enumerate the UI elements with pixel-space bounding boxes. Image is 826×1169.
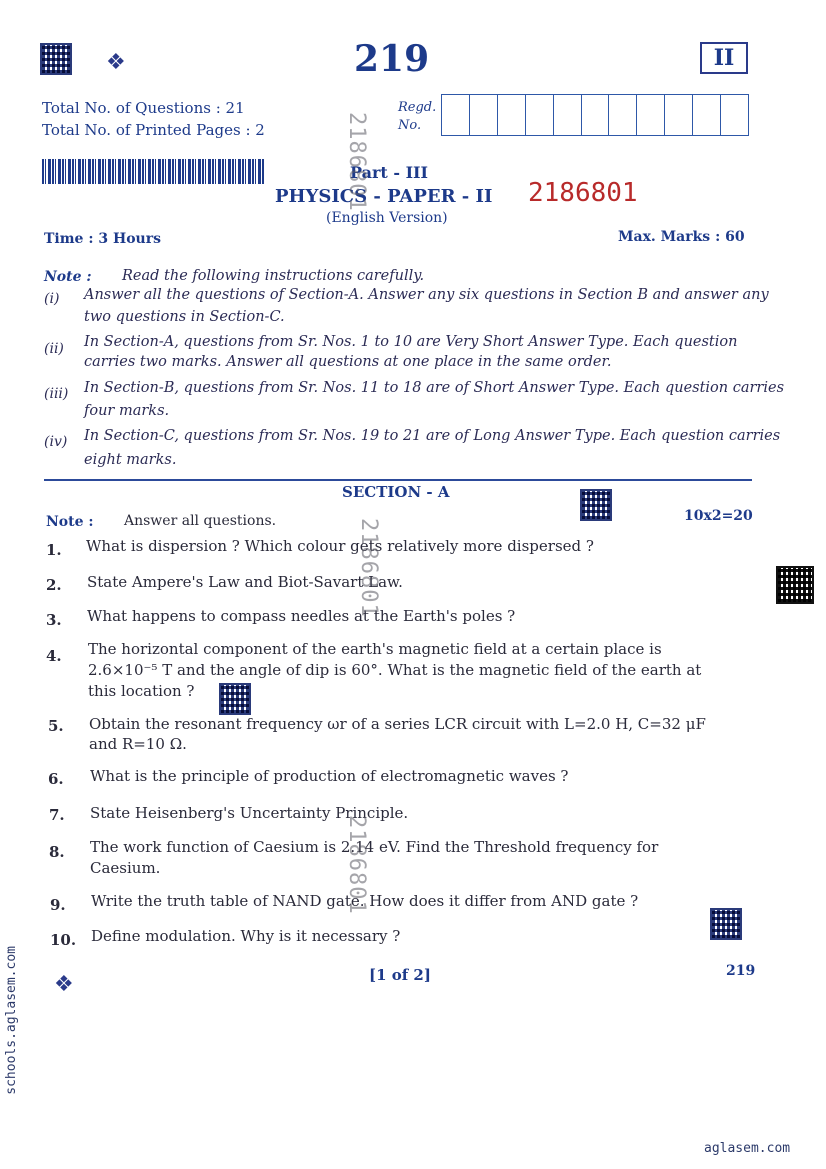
note-text: Read the following instructions carefully. [122,268,425,284]
subject-title: PHYSICS - PAPER - II [275,186,493,207]
version-label: (English Version) [326,210,448,226]
instruction-num: (iv) [44,434,68,450]
question-text: 2.6×10⁻⁵ T and the angle of dip is 60°. What is the magnetic field of the earth at [88,661,702,679]
instruction-line: four marks. [84,403,170,419]
instruction-line: In Section-C, questions from Sr. Nos. 19 to 21 are of Long Answer Type. Each question carries [84,428,781,444]
question-number: 9. [50,896,66,914]
section-marks: 10x2=20 [684,508,753,524]
regd-no-label: No. [398,118,422,133]
question-number: 3. [46,611,62,629]
instruction-line: In Section-A, questions from Sr. Nos. 1 to 10 are Very Short Answer Type. Each question [84,334,738,350]
question-number: 7. [49,806,65,824]
max-marks-label: Max. Marks : 60 [618,229,745,245]
regd-number-boxes[interactable] [441,94,749,136]
qr-code-icon [580,489,612,521]
paper-code: 219 [354,38,430,80]
serial-stamp: 2186801 [344,112,369,212]
total-pages: Total No. of Printed Pages : 2 [42,121,265,139]
question-text: this location ? [88,682,195,700]
question-text: Obtain the resonant frequency ωr of a series LCR circuit with L=2.0 H, C=32 μF [89,715,706,733]
side-watermark: schools.aglasem.com [4,946,19,1095]
instruction-line: Answer all the questions of Section-A. Answer any six questions in Section B and answer any [84,287,769,303]
question-text: State Heisenberg's Uncertainty Principle. [90,804,409,822]
question-text: The horizontal component of the earth's magnetic field at a certain place is [88,640,662,658]
question-text: The work function of Caesium is 2.14 eV. Find the Threshold frequency for [90,838,659,856]
serial-stamp: 2186801 [356,518,381,618]
total-questions: Total No. of Questions : 21 [42,99,245,117]
instruction-line: carries two marks. Answer all questions at one place in the same order. [84,354,612,370]
instruction-line: eight marks. [84,452,177,468]
instruction-num: (iii) [44,386,69,402]
serial-number: 2186801 [528,178,638,208]
time-label: Time : 3 Hours [44,231,161,247]
divider [44,479,752,481]
qr-code-icon [219,683,251,715]
serial-stamp: 2186801 [344,815,369,915]
instruction-line: In Section-B, questions from Sr. Nos. 11 to 18 are of Short Answer Type. Each question carries [84,380,785,396]
question-number: 10. [50,931,77,949]
instruction-line: two questions in Section-C. [84,309,285,325]
instruction-num: (ii) [44,341,64,357]
question-number: 1. [46,541,62,559]
question-text: What is the principle of production of electromagnetic waves ? [90,767,569,785]
question-text: Write the truth table of NAND gate. How does it differ from AND gate ? [91,892,639,910]
qr-code-icon [40,43,72,75]
diamond-ornament-icon: ❖ [106,50,126,75]
part-label: Part - III [350,163,429,182]
question-text: and R=10 Ω. [89,735,187,753]
question-number: 8. [49,843,65,861]
diamond-ornament-icon: ❖ [54,972,74,997]
qr-code-icon [776,566,814,604]
question-number: 5. [48,717,64,735]
instruction-num: (i) [44,291,60,307]
regd-label: Regd. [398,100,437,115]
section-note-label: Note : [46,514,94,530]
bottom-watermark: aglasem.com [704,1141,791,1156]
question-text: Define modulation. Why is it necessary ? [91,927,401,945]
page-indicator: [1 of 2] [369,966,431,984]
question-text: State Ampere's Law and Biot-Savart Law. [87,573,403,591]
question-text: What is dispersion ? Which colour gets relatively more dispersed ? [86,537,594,555]
question-text: Caesium. [90,859,161,877]
question-number: 2. [46,576,62,594]
question-text: What happens to compass needles at the Earth's poles ? [87,607,516,625]
barcode [42,159,265,184]
footer-code: 219 [726,963,756,979]
section-title: SECTION - A [342,483,450,501]
note-label: Note : [44,269,92,285]
set-code-box [700,42,748,74]
qr-code-icon [710,908,742,940]
set-code: II [713,45,735,71]
question-number: 6. [48,770,64,788]
question-number: 4. [46,647,62,665]
section-note-text: Answer all questions. [124,513,277,529]
